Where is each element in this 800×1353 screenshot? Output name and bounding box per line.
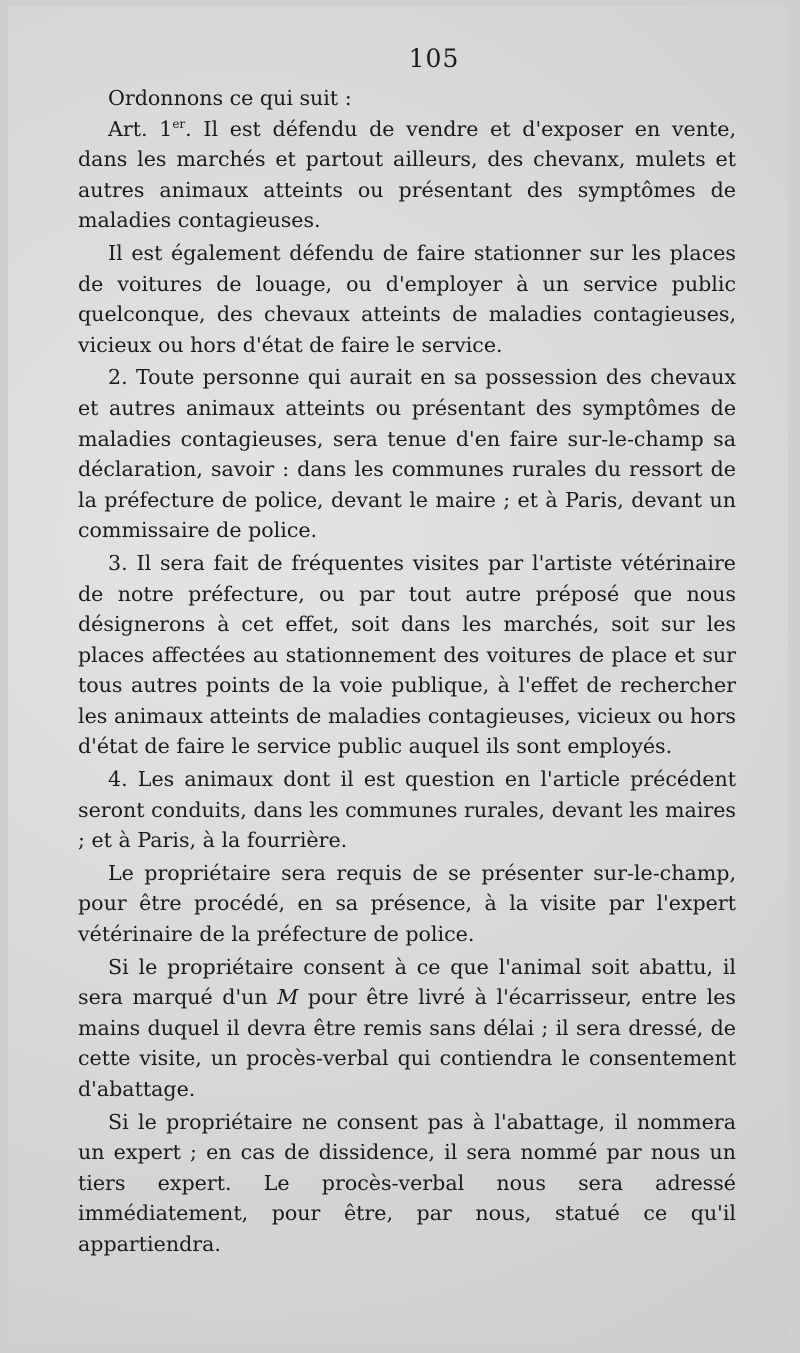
intro-line: Ordonnons ce qui suit : [108, 86, 352, 110]
article-4: 4. Les animaux dont il est question en l'article précédent seront conduits, dans les communes rurales, devant les maires ; et à Paris, à la fourrière. [78, 767, 736, 853]
article-4-paragraph-2: Le propriétaire sera requis de se présenter sur-le-champ, pour être procédé, en sa présence, à la visite par l'expert vétérinaire de la préfecture de police. [78, 860, 736, 947]
body-text [78, 83, 736, 1260]
article-1-text: . Il est défendu de vendre et d'exposer en vente, dans les marchés et partout ailleurs, des chevanx, mulets et autres animaux atteints ou présentant des symptômes de maladies contagieuses. [78, 116, 737, 233]
article-4-paragraph-3 [78, 952, 736, 1105]
article-4-paragraph-3-after: pour être livré à l'écarrisseur, entre les mains duquel il devra être remis sans délai ; il sera dressé, de cette visite, un procès-verbal qui contiendra le consentement d'abattage. [78, 985, 737, 1101]
page-number: 105 [408, 44, 460, 73]
book-page [8, 6, 788, 1341]
article-1-superscript: er [172, 116, 186, 131]
abattage-mark-letter: M [277, 985, 299, 1010]
article-1-prefix: Art. 1 [108, 116, 173, 141]
article-1-paragraph-2: Il est également défendu de faire stationner sur les places de voitures de louage, ou d'employer à un service public quelconque, des chevaux atteints de maladies contagieuses, vicieux ou hors d'état de faire le service. [78, 240, 736, 357]
article-4-paragraph-4: Si le propriétaire ne consent pas à l'abattage, il nommera un expert ; en cas de dissidence, il sera nommé par nous un tiers expert. Le procès-verbal nous sera adressé immédiatement, pour être, par nous, statué ce qu'il appartiendra. [78, 1109, 736, 1256]
article-1 [78, 114, 736, 236]
article-4-paragraph-3-before: Si le propriétaire consent à ce que l'animal soit abattu, il sera marqué d'un [78, 954, 736, 1010]
article-2: 2. Toute personne qui aurait en sa possession des chevaux et autres animaux atteints ou présentant des symptômes de maladies contagieuses, sera tenue d'en faire sur-le-champ sa déclaration, savoir : dans les communes rurales du ressort de la préfecture de police, devant le maire ; et à Paris, devant un commissaire de police. [78, 365, 736, 543]
article-3: 3. Il sera fait de fréquentes visites par l'artiste vétérinaire de notre préfecture, ou par tout autre préposé que nous désignerons à cet effet, soit dans les marchés, soit sur les places affectées au stationnement des voitures de place et sur tous autres points de la voie publique, à l'effet de rechercher les animaux atteints de maladies contagieuses, vicieux ou hors d'état de faire le service public auquel ils sont employés. [78, 550, 736, 759]
